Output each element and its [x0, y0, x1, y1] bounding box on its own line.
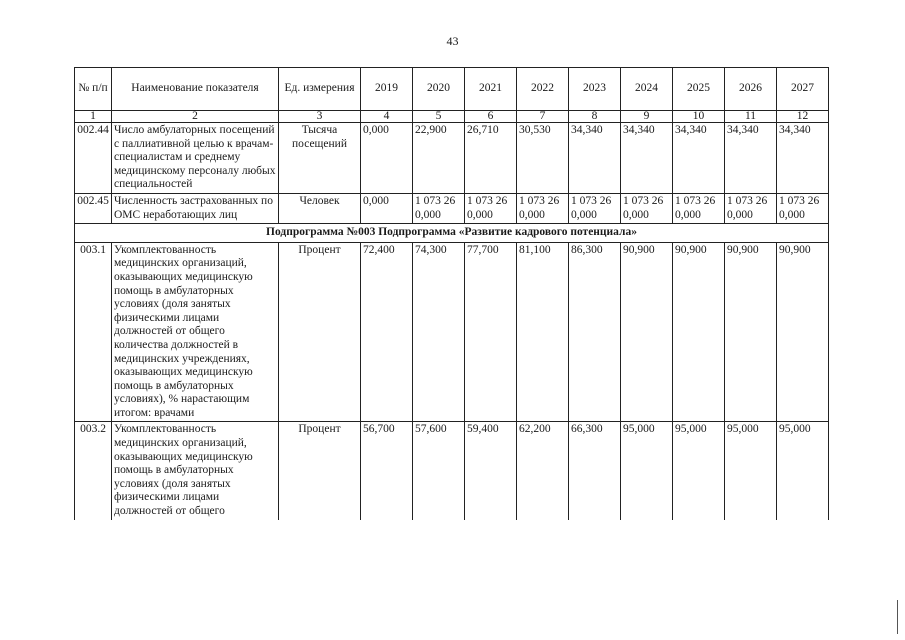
column-number: 12: [777, 111, 829, 123]
value-cell: 59,400: [465, 422, 517, 520]
column-number: 7: [517, 111, 569, 123]
row-code: 003.2: [75, 422, 112, 520]
value-cell: 34,340: [569, 123, 621, 194]
value-cell: 1 073 26 0,000: [725, 193, 777, 223]
column-header: 2026: [725, 68, 777, 111]
value-cell: 86,300: [569, 242, 621, 422]
value-cell: 1 073 26 0,000: [413, 193, 465, 223]
value-cell: 57,600: [413, 422, 465, 520]
column-number: 6: [465, 111, 517, 123]
unit: Процент: [279, 422, 361, 520]
value-cell: 74,300: [413, 242, 465, 422]
value-cell: 1 073 26 0,000: [673, 193, 725, 223]
section-row: [75, 224, 829, 243]
value-cell: 26,710: [465, 123, 517, 194]
value-cell: 0,000: [361, 123, 413, 194]
indicators-table: [74, 67, 829, 520]
unit: Человек: [279, 193, 361, 223]
value-cell: 30,530: [517, 123, 569, 194]
column-header: 2027: [777, 68, 829, 111]
value-cell: 77,700: [465, 242, 517, 422]
value-cell: 62,200: [517, 422, 569, 520]
value-cell: 34,340: [777, 123, 829, 194]
column-header: 2025: [673, 68, 725, 111]
value-cell: 1 073 26 0,000: [517, 193, 569, 223]
value-cell: 95,000: [621, 422, 673, 520]
value-cell: 1 073 26 0,000: [777, 193, 829, 223]
value-cell: 90,900: [777, 242, 829, 422]
value-cell: 90,900: [621, 242, 673, 422]
value-cell: 1 073 26 0,000: [465, 193, 517, 223]
indicator-name: Численность застрахованных по ОМС неработающих лиц: [112, 193, 279, 223]
column-number: 2: [112, 111, 279, 123]
row-code: 002.44: [75, 123, 112, 194]
column-header: 2019: [361, 68, 413, 111]
column-header: 2024: [621, 68, 673, 111]
header-row: [75, 68, 829, 111]
row-code: 002.45: [75, 193, 112, 223]
scan-edge-line: [897, 600, 898, 634]
table-row: [75, 123, 829, 194]
unit: Процент: [279, 242, 361, 422]
table-row: [75, 422, 829, 520]
column-number: 5: [413, 111, 465, 123]
value-cell: 66,300: [569, 422, 621, 520]
value-cell: 95,000: [725, 422, 777, 520]
value-cell: 22,900: [413, 123, 465, 194]
table-body: [75, 68, 829, 520]
unit: Тысяча посещений: [279, 123, 361, 194]
row-code: 003.1: [75, 242, 112, 422]
indicator-name: Число амбулаторных посещений с паллиативной целью к врачам-специалистам и среднему медицинскому персоналу любых специальностей: [112, 123, 279, 194]
column-header: Ед. измерения: [279, 68, 361, 111]
value-cell: 34,340: [621, 123, 673, 194]
value-cell: 1 073 26 0,000: [569, 193, 621, 223]
value-cell: 72,400: [361, 242, 413, 422]
column-number: 10: [673, 111, 725, 123]
indicator-name: Укомплектованность медицинских организаций, оказывающих медицинскую помощь в амбулаторных условиях (доля занятых физическими лицами должностей от общего: [112, 422, 279, 520]
value-cell: 90,900: [725, 242, 777, 422]
value-cell: 34,340: [673, 123, 725, 194]
column-number: 3: [279, 111, 361, 123]
value-cell: 34,340: [725, 123, 777, 194]
value-cell: 81,100: [517, 242, 569, 422]
column-header: № п/п: [75, 68, 112, 111]
column-header: 2023: [569, 68, 621, 111]
section-title: Подпрограмма №003 Подпрограмма «Развитие кадрового потенциала»: [75, 224, 829, 243]
column-number: 4: [361, 111, 413, 123]
column-header: 2022: [517, 68, 569, 111]
value-cell: 90,900: [673, 242, 725, 422]
value-cell: 1 073 26 0,000: [621, 193, 673, 223]
column-number: 9: [621, 111, 673, 123]
value-cell: 56,700: [361, 422, 413, 520]
value-cell: 95,000: [673, 422, 725, 520]
column-number-row: [75, 111, 829, 123]
table-row: [75, 193, 829, 223]
column-header: Наименование показателя: [112, 68, 279, 111]
column-header: 2020: [413, 68, 465, 111]
column-number: 8: [569, 111, 621, 123]
column-number: 11: [725, 111, 777, 123]
table-row: [75, 242, 829, 422]
column-header: 2021: [465, 68, 517, 111]
page-number: 43: [446, 34, 459, 48]
column-number: 1: [75, 111, 112, 123]
value-cell: 95,000: [777, 422, 829, 520]
indicator-name: Укомплектованность медицинских организаций, оказывающих медицинскую помощь в амбулаторных условиях (доля занятых физическими лицами должностей от общего количества должностей в медицинских учреждениях, оказывающих медицинскую помощь в амбулаторных условиях), % нарастающим итогом: врачами: [112, 242, 279, 422]
value-cell: 0,000: [361, 193, 413, 223]
